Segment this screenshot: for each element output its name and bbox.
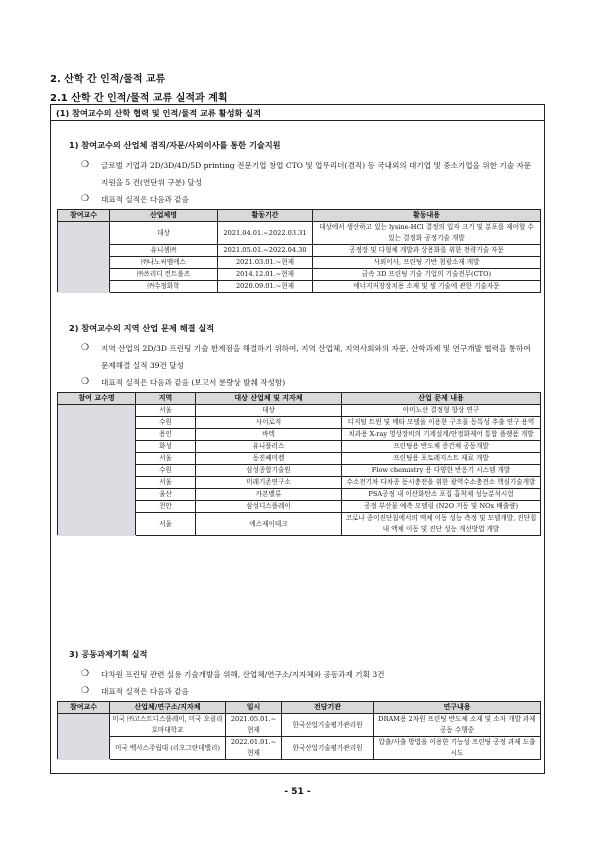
section3-bullet1: ❍ 다차원 프린팅 관련 실용 기술개발을 위해, 산업체/연구소/지자체와 공동과제 기획 3건 — [81, 666, 536, 683]
regional-problem-table — [57, 392, 541, 536]
table-row: ㈜쓰리디 컨트롤즈 2014.12.01.~현재 금속 3D 프린팅 기술 기업의 기술전무(CTO) — [58, 269, 541, 281]
table-header-row: 참여교수 산업체/연구소/지자체 일시 전담기관 연구내용 — [58, 702, 541, 714]
table-row: 서울 미래기존연구소 수소전기차 다차종 동시충전을 위한 광역수소충전소 핵심기술개발 — [58, 477, 541, 489]
table-row: 서울 대상 아미노산 결정형 향상 연구 — [58, 405, 541, 417]
circle-bullet-icon: ❍ — [81, 686, 90, 696]
subsection-heading: 2.1 산학 간 인적/물적 교류 실적과 계획 — [50, 93, 228, 104]
table-row: 울산 카본밸류 PSA공정 내 이산화탄소 포집 흡착제 성능분석시험 — [58, 489, 541, 501]
circle-bullet-icon: ❍ — [81, 160, 90, 170]
joint-project-table — [57, 701, 541, 760]
redacted-cell — [58, 714, 110, 760]
table-row: ㈜수정화학 2020.09.01.~현재 에너지저장장치용 소재 및 셀 기술에 관한 기술자문 — [58, 281, 541, 293]
box-title: (1) 참여교수의 산학 협력 및 인적/물적 교류 활성화 실적 — [51, 105, 544, 121]
table-row: 유니셈㈜ 2021.05.01.~2022.04.30 공정장 및 다형체 개발과 상용화를 위한 전략기술 자문 — [58, 245, 541, 257]
redacted-cell — [58, 222, 110, 293]
table-header-row: 참여 교수명 지역 대상 산업체 및 지자체 산업 문제 내용 — [58, 393, 541, 405]
section1-bullet2: ❍ 대표적 실적은 다음과 같음 — [81, 191, 536, 208]
section2-title: 2) 참여교수의 지역 산업 문제 해결 실적 — [69, 323, 215, 333]
table-row: ㈜나노씨엠에스 2021.03.01.~현재 사외이사, 프린팅 기반 첨광소재 개발 — [58, 257, 541, 269]
section1-title: 1) 참여교수의 산업체 겸직/자문/사외이사를 통한 기술지원 — [69, 140, 281, 150]
section-heading: 2. 산학 간 인적/물적 교류 — [50, 74, 166, 85]
section2-bullet2: ❍ 대표적 실적은 다음과 같음 (보고서 분량상 발췌 작성함) — [81, 374, 536, 391]
section3-bullet2: ❍ 대표적 실적은 다음과 같음 — [81, 683, 536, 700]
table-row: 천안 삼성디스플레이 공정 부산물 예측 모델링 (N2O 거동 및 NOx 배출량) — [58, 501, 541, 513]
page-number: - 51 - — [284, 787, 311, 797]
table-row: 서울 동진쎄미켐 프린팅용 포토레지스트 재료 개발 — [58, 453, 541, 465]
table-row: 미국 ㈜고스트디스플레이, 미국 오클라호마대학교 2021.05.01.~ 현재 한국산업기술평가관리원 DRAM용 2차원 프린팅 반도체 소재 및 소자 개발 과제 공동 수행중 — [58, 714, 541, 737]
circle-bullet-icon: ❍ — [81, 194, 90, 204]
redacted-cell — [58, 405, 136, 536]
table-row: 수원 삼성종합기술원 Flow chemistry 용 다양한 반응기 시스템 개발 — [58, 465, 541, 477]
table-row: 화성 유니플러스 프린팅용 반도체 증간체 공동개발 — [58, 441, 541, 453]
tech-support-table — [57, 209, 541, 293]
section1-bullet1: ❍ 글로벌 기업과 2D/3D/4D/5D printing 전문기업 창업 CTO 및 업무리더(겸직) 등 국내외의 대기업 및 중소기업을 위한 기술 자문 지원을 5 건(연단위 구분) 달성 — [81, 157, 536, 191]
circle-bullet-icon: ❍ — [81, 377, 90, 387]
table-row: 서울 에스제이테크 코로나 종이진단칩에서의 액체 이동 성능 측정 및 모델개발, 진단칩 내 액체 이동 및 진단 성능 개선방법 개발 — [58, 513, 541, 536]
table-row: 수원 사이로직 디지털 트윈 및 메타 모델을 이용한 구조물 동특성 추출 연구 용역 — [58, 417, 541, 429]
circle-bullet-icon: ❍ — [81, 343, 90, 353]
circle-bullet-icon: ❍ — [81, 669, 90, 679]
table-row: 미국 벡사스주립대 (리오그란데밸리) 2022.01.01.~ 현재 한국산업기술평가관리원 압출/사출 방법을 이용한 기능성 프린팅 공정 과제 도출 시도 — [58, 737, 541, 760]
table-row: 용인 바텍 치과용 X-ray 영상장비의 기계설계/안정화제어 통합 플랫폼 개발 — [58, 429, 541, 441]
section2-bullet1: ❍ 지역 산업의 2D/3D 프린팅 기술 한계점을 해결하기 위하여, 지역 산업체, 지역사회와의 자문, 산학과제 및 연구개발 협력을 통하여 문제해결 실적 39건 달성 — [81, 340, 536, 374]
content-frame — [50, 104, 545, 774]
section3-title: 3) 공동과제기획 실적 — [69, 649, 148, 659]
table-row: 대상 2021.04.01.~2022.03.31 대상에서 생산하고 있는 lysine-HCl 결정의 입자 크기 및 분포를 제어할 수 있는 결정화 공정기술 개발 — [58, 222, 541, 245]
table-header-row: 참여교수 산업체명 활동기간 활동내용 — [58, 210, 541, 222]
